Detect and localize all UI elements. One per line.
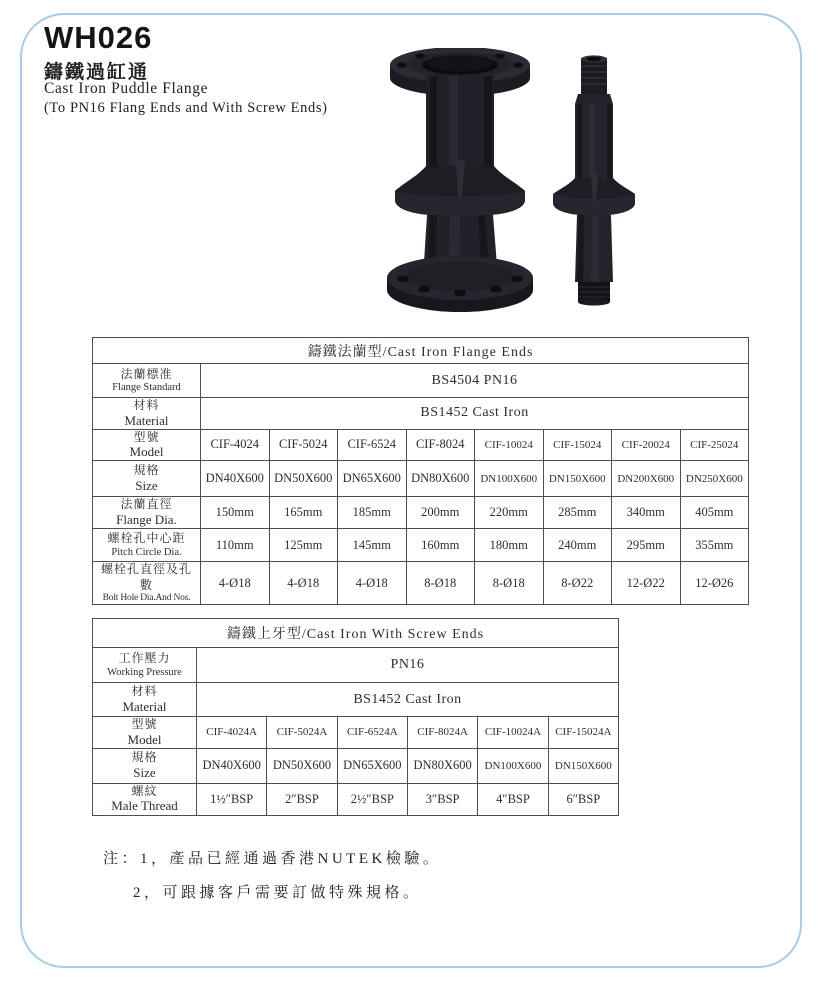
spec-label <box>93 683 197 717</box>
spec-value: 2½″BSP <box>337 783 407 815</box>
spec-label <box>93 398 201 430</box>
spec-label-en: Flange Dia. <box>116 511 177 527</box>
spec-span-value: BS1452 Cast Iron <box>197 683 619 717</box>
spec-value: CIF-20024 <box>612 429 681 461</box>
spec-value: 355mm <box>680 529 749 562</box>
table-row <box>93 529 749 562</box>
spec-label <box>93 748 197 783</box>
spec-value: DN150X600 <box>543 461 612 497</box>
spec-label <box>93 562 201 605</box>
spec-label-zh: 螺栓孔中心距 <box>107 531 186 546</box>
table-row <box>93 748 619 783</box>
table-row <box>93 683 619 717</box>
table-row <box>93 783 619 815</box>
spec-label <box>93 429 201 461</box>
spec-value: 125mm <box>269 529 338 562</box>
table-row <box>93 429 749 461</box>
spec-label-zh: 型號 <box>133 429 160 444</box>
table-row <box>93 461 749 497</box>
spec-value: 12-Ø22 <box>612 562 681 605</box>
table-title-row <box>93 338 749 364</box>
spec-value: CIF-15024 <box>543 429 612 461</box>
spec-value: 150mm <box>201 497 270 529</box>
spec-value: 405mm <box>680 497 749 529</box>
spec-value: 110mm <box>201 529 270 562</box>
table-title-row <box>93 619 619 648</box>
spec-label <box>93 717 197 749</box>
table-row <box>93 364 749 398</box>
spec-label-en: Material <box>124 412 169 428</box>
spec-value: 240mm <box>543 529 612 562</box>
spec-value: DN100X600 <box>478 748 548 783</box>
spec-value: DN200X600 <box>612 461 681 497</box>
spec-label-en: Material <box>122 698 167 714</box>
spec-span-value: BS4504 PN16 <box>201 364 749 398</box>
spec-value: DN65X600 <box>338 461 407 497</box>
spec-value: 295mm <box>612 529 681 562</box>
product-photo-screw-ends <box>546 54 642 306</box>
spec-label-en: Pitch Circle Dia. <box>111 546 182 558</box>
spec-value: 2″BSP <box>267 783 337 815</box>
spec-value: CIF-10024A <box>478 717 548 749</box>
product-photo-flange-ends <box>386 48 538 316</box>
spec-value: DN50X600 <box>267 748 337 783</box>
spec-label-zh: 螺栓孔直徑及孔數 <box>100 562 192 592</box>
spec-label <box>93 648 197 683</box>
spec-label <box>93 529 201 562</box>
table-row <box>93 717 619 749</box>
spec-value: 285mm <box>543 497 612 529</box>
spec-value: DN80X600 <box>407 748 477 783</box>
spec-value: 6″BSP <box>548 783 618 815</box>
product-code: WH026 <box>44 20 153 55</box>
spec-value: CIF-10024 <box>475 429 544 461</box>
footnotes <box>103 842 441 910</box>
product-name-en: Cast Iron Puddle Flange <box>44 80 209 97</box>
flange-ends-spec-table <box>92 337 749 605</box>
spec-label-en: Model <box>127 731 162 747</box>
spec-value: 8-Ø22 <box>543 562 612 605</box>
spec-value: DN50X600 <box>269 461 338 497</box>
spec-value: 160mm <box>406 529 475 562</box>
spec-value: DN80X600 <box>406 461 475 497</box>
table-row <box>93 398 749 430</box>
spec-value: 12-Ø26 <box>680 562 749 605</box>
spec-label-zh: 法蘭直徑 <box>120 497 173 512</box>
spec-label-en: Bolt Hole Dia.And Nos. <box>102 593 191 604</box>
spec-label-en: Male Thread <box>111 798 178 814</box>
spec-value: CIF-8024 <box>406 429 475 461</box>
spec-value: 1½″BSP <box>197 783 267 815</box>
table-title: 鑄鐵法蘭型/Cast Iron Flange Ends <box>93 338 749 364</box>
spec-value: 4″BSP <box>478 783 548 815</box>
spec-label-zh: 螺紋 <box>131 783 158 798</box>
spec-value: 145mm <box>338 529 407 562</box>
table-row <box>93 562 749 605</box>
spec-label <box>93 364 201 398</box>
spec-label-zh: 工作壓力 <box>118 651 171 666</box>
spec-label-en: Model <box>129 444 164 460</box>
spec-value: CIF-5024 <box>269 429 338 461</box>
spec-label-zh: 規格 <box>131 750 158 765</box>
table-title: 鑄鐵上牙型/Cast Iron With Screw Ends <box>93 619 619 648</box>
spec-label-zh: 材料 <box>131 684 158 699</box>
spec-value: 220mm <box>475 497 544 529</box>
product-name-zh: 鑄鐵過缸通 <box>44 62 150 83</box>
spec-span-value: PN16 <box>197 648 619 683</box>
spec-label-zh: 材料 <box>133 398 160 412</box>
spec-value: 8-Ø18 <box>406 562 475 605</box>
product-subtitle: (To PN16 Flang Ends and With Screw Ends) <box>44 100 328 116</box>
spec-span-value: BS1452 Cast Iron <box>201 398 749 430</box>
spec-label-zh: 型號 <box>131 717 158 731</box>
spec-value: 185mm <box>338 497 407 529</box>
table-row <box>93 497 749 529</box>
spec-label <box>93 783 197 815</box>
spec-value: 3″BSP <box>407 783 477 815</box>
spec-label-en: Size <box>135 477 158 493</box>
spec-label-zh: 規格 <box>133 463 160 478</box>
table-row <box>93 648 619 683</box>
spec-value: CIF-4024 <box>201 429 270 461</box>
spec-value: DN150X600 <box>548 748 618 783</box>
footnote-1: 注：1，產品已經通過香港NUTEK檢驗。 <box>103 851 442 867</box>
spec-label-en: Flange Standard <box>112 382 181 394</box>
spec-value: DN40X600 <box>197 748 267 783</box>
spec-value: CIF-25024 <box>680 429 749 461</box>
footnote-2: 2，可跟據客戶需要訂做特殊規格。 <box>133 885 422 901</box>
spec-value: CIF-8024A <box>407 717 477 749</box>
spec-label <box>93 497 201 529</box>
spec-value: CIF-6524 <box>338 429 407 461</box>
spec-label-en: Working Pressure <box>107 666 182 678</box>
spec-value: DN100X600 <box>475 461 544 497</box>
spec-label-zh: 法蘭標准 <box>120 366 173 381</box>
spec-value: 180mm <box>475 529 544 562</box>
spec-value: 4-Ø18 <box>201 562 270 605</box>
spec-label-en: Size <box>133 764 156 780</box>
spec-value: 4-Ø18 <box>269 562 338 605</box>
spec-value: 340mm <box>612 497 681 529</box>
spec-value: CIF-15024A <box>548 717 618 749</box>
spec-label <box>93 461 201 497</box>
spec-value: DN65X600 <box>337 748 407 783</box>
spec-value: 8-Ø18 <box>475 562 544 605</box>
spec-value: 4-Ø18 <box>338 562 407 605</box>
screw-ends-spec-table <box>92 618 619 816</box>
spec-value: CIF-4024A <box>197 717 267 749</box>
spec-value: 165mm <box>269 497 338 529</box>
spec-value: 200mm <box>406 497 475 529</box>
spec-value: DN250X600 <box>680 461 749 497</box>
spec-value: CIF-6524A <box>337 717 407 749</box>
spec-value: DN40X600 <box>201 461 270 497</box>
spec-value: CIF-5024A <box>267 717 337 749</box>
